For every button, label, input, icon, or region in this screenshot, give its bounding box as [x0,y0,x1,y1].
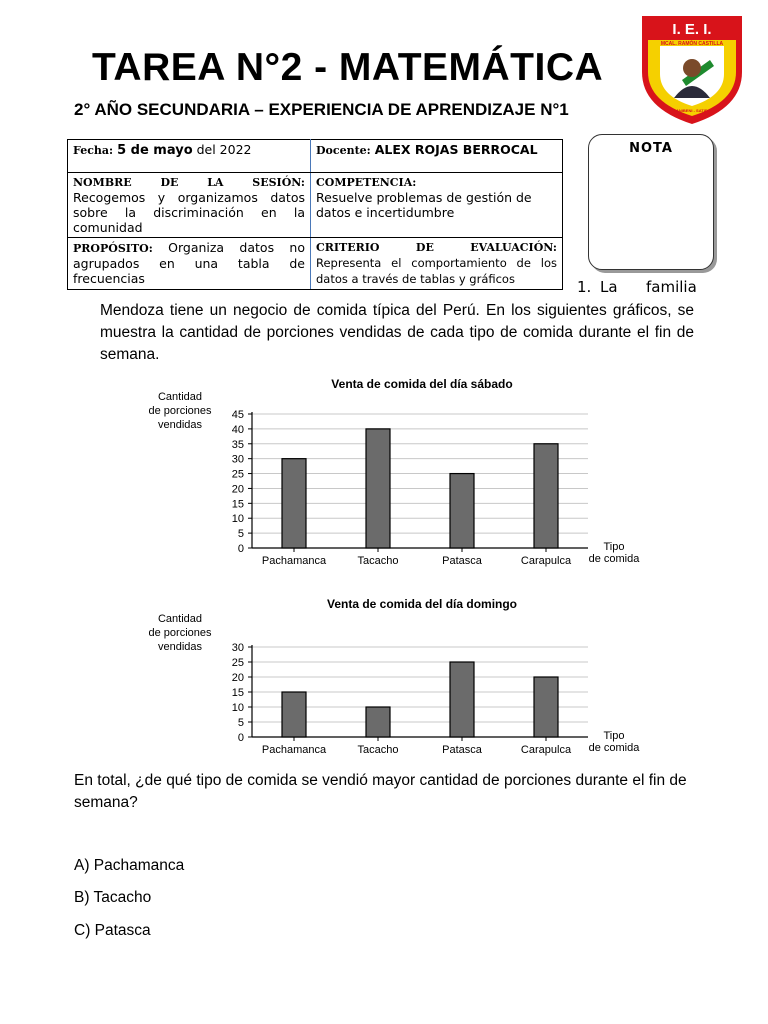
sun-ytick-label: 10 [231,702,244,714]
sun-ylabel-line: Cantidad [157,613,203,625]
sun-ytick-label: 0 [237,732,244,744]
sat-ylabel-line: Cantidad [157,391,203,403]
sat-xtick-label: Patasca [442,555,482,567]
logo-portrait-head [683,59,701,77]
sun-ytick-label: 25 [231,657,244,669]
sat-xtick-label: Pachamanca [261,555,327,567]
sat-bar-patasca [450,474,474,548]
sat-ytick-label: 10 [231,513,244,526]
sat-title: Venta de comida del día sábado [331,377,513,391]
sun-xlabel-line: Tipo [603,730,625,742]
info-table [67,139,563,290]
problem-text: Mendoza tiene un negocio de comida típica del Perú. En los siguientes gráficos, se muestra la cantidad de porciones vendidas de cada tipo de comida durante el fin de semana. [100,302,694,363]
logo-title-text: I. E. I. [672,21,712,38]
fecha-day: 5 de mayo [117,143,193,158]
sat-ylabel-line: vendidas [157,419,203,431]
sun-ytick-label: 20 [231,672,244,684]
sat-ytick-label: 40 [231,423,244,436]
sat-ytick-label: 20 [231,483,244,496]
problem-lead-word1: La [600,278,618,296]
sat-ytick-label: 5 [237,528,244,541]
fecha-year: del 2022 [196,142,252,157]
problem-number: 1. [577,278,592,296]
nota-label: NOTA [629,141,673,156]
logo-bottom-text: SANIBENI - SATIPO [673,108,711,113]
sun-title: Venta de comida del día domingo [326,597,518,611]
sat-ytick-label: 15 [231,498,244,511]
competencia-cell [311,173,563,238]
docente-value: ALEX ROJAS BERROCAL [374,142,538,157]
sun-ytick-label: 5 [237,717,244,729]
sat-xlabel-line: de comida [588,553,640,565]
criterio-value: Representa el comportamiento de los datos a través de tablas y gráficos [316,256,557,286]
sun-bar-patasca [450,662,474,737]
sat-xtick-label: Tacacho [357,555,399,567]
chart-saturday [140,370,660,570]
school-logo [638,12,746,126]
sun-bar-carapulca [534,677,558,737]
sun-bar-pachamanca [282,692,306,737]
sesion-value: Recogemos y organizamos datos sobre la discriminación en la comunidad [73,190,305,235]
sun-xtick-label: Carapulca [520,744,572,756]
criterio-cell [311,238,563,290]
competencia-value: Resuelve problemas de gestión de datos e incertidumbre [316,190,532,220]
sat-ytick-label: 0 [237,543,244,555]
sesion-label: NOMBRE DE LA SESIÓN: [73,176,305,189]
sun-bar-tacacho [366,707,390,737]
docente-cell [311,140,563,173]
problem-lead-word2: familia [646,278,697,296]
sun-ylabel-line: vendidas [157,641,203,653]
sun-xtick-label: Patasca [442,744,482,756]
competencia-label: COMPETENCIA: [316,176,417,189]
sun-xtick-label: Pachamanca [261,744,327,756]
sat-xtick-label: Carapulca [520,555,572,567]
option-b[interactable]: B) Tacacho [74,889,152,906]
sat-ytick-label: 45 [231,409,244,421]
fecha-label: Fecha: [73,144,114,157]
sat-ylabel-line: de porciones [148,405,212,417]
question-text: En total, ¿de qué tipo de comida se vendió mayor cantidad de porciones durante el fin de semana? [74,772,687,811]
criterio-label: CRITERIO DE EVALUACIÓN: [316,241,557,254]
sat-bar-carapulca [534,444,558,548]
sun-ylabel-line: de porciones [148,627,212,639]
proposito-cell [68,238,311,290]
sat-bar-tacacho [366,429,390,548]
logo-ring-text: MCAL. RAMÓN CASTILLA [660,41,724,47]
nota-box [588,134,714,270]
fecha-cell [68,140,311,173]
sat-ytick-label: 30 [231,453,244,466]
proposito-value: Organiza datos no agrupados en una tabla de frecuencias [73,240,305,286]
sat-xlabel-line: Tipo [603,541,625,553]
sat-ytick-label: 35 [231,438,244,451]
page-title: TAREA N°2 - MATEMÁTICA [92,46,604,89]
page-subtitle: 2° AÑO SECUNDARIA – EXPERIENCIA DE APRENDIZAJE N°1 [74,100,569,119]
option-a[interactable]: A) Pachamanca [74,857,185,874]
docente-label: Docente: [316,144,371,157]
chart-sunday [140,592,660,762]
proposito-label: PROPÓSITO: [73,242,153,255]
sun-xtick-label: Tacacho [357,744,399,756]
sat-ytick-label: 25 [231,468,244,481]
option-c[interactable]: C) Patasca [74,922,151,939]
sat-bar-pachamanca [282,459,306,548]
sesion-cell [68,173,311,238]
sun-ytick-label: 15 [231,687,244,699]
sun-xlabel-line: de comida [588,742,640,754]
sun-ytick-label: 30 [231,642,244,654]
